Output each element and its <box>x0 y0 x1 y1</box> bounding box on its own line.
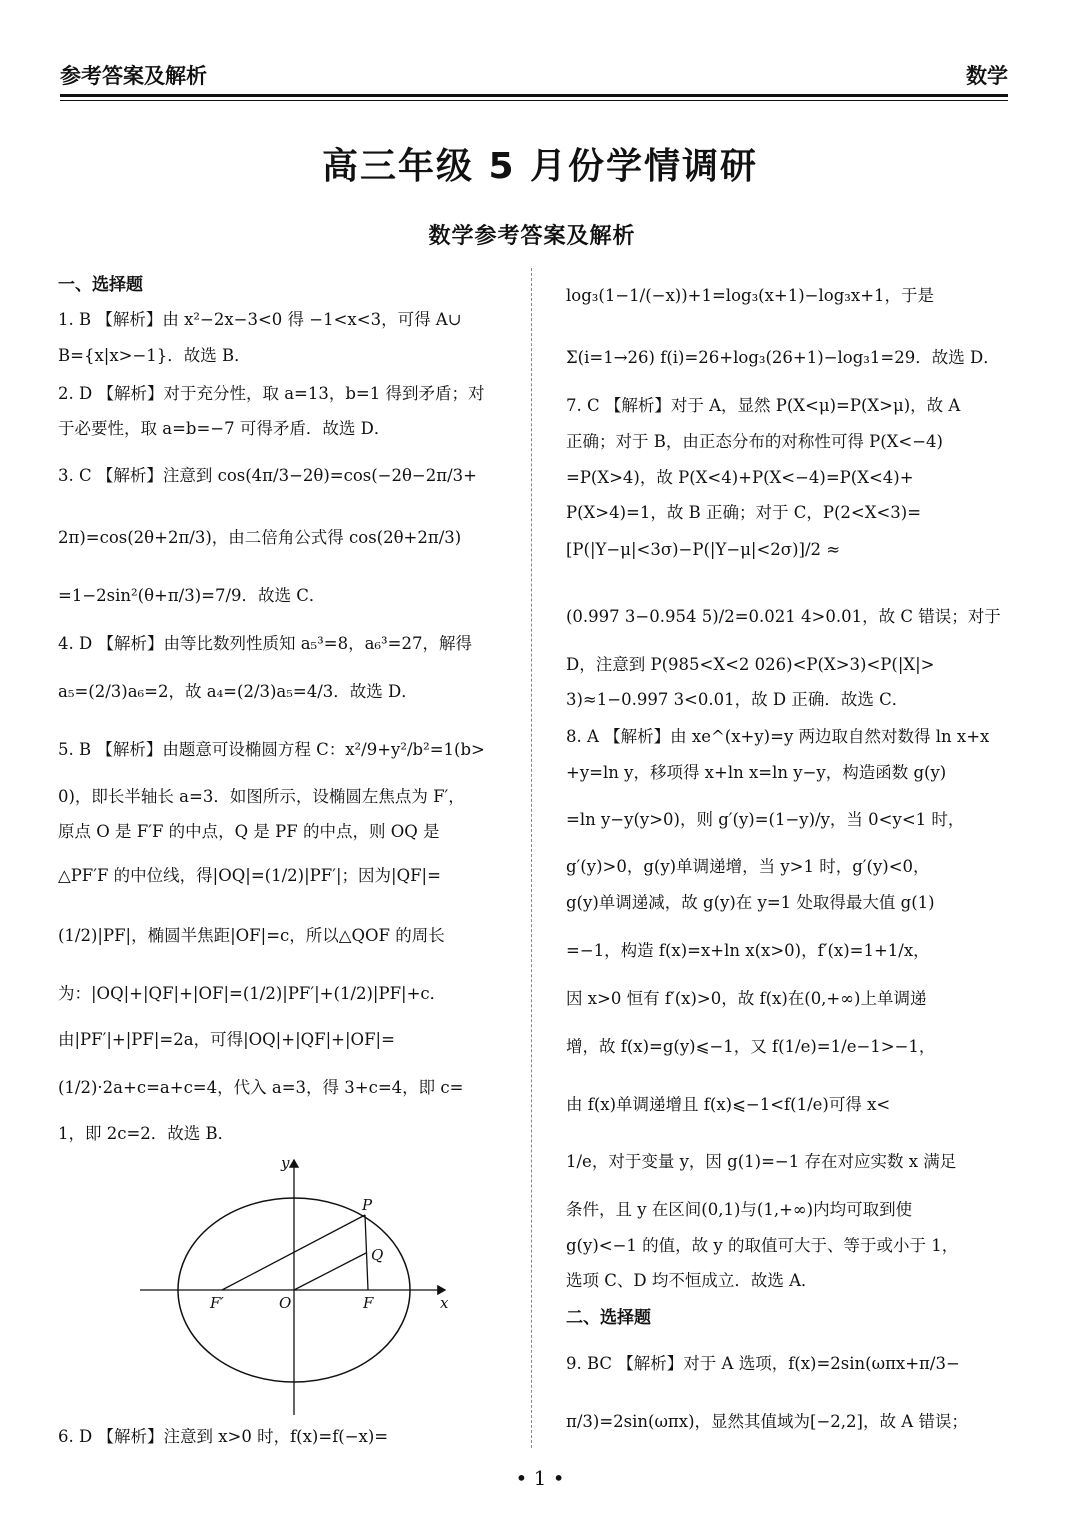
text-line: 4. D 【解析】由等比数列性质知 a₅³=8，a₆³=27，解得 <box>58 634 472 653</box>
label-y: y <box>281 1154 290 1172</box>
text-line: 1，即 2c=2．故选 B． <box>58 1124 235 1143</box>
text-line: 0)，即长半轴长 a=3．如图所示，设椭圆左焦点为 F′， <box>58 787 465 806</box>
segment-OQ <box>294 1253 366 1290</box>
text-line: 正确；对于 B，由正态分布的对称性可得 P(X<−4) <box>566 432 943 451</box>
text-line: △PF′F 的中位线，得|OQ|=(1/2)|PF′|；因为|QF|= <box>58 866 441 885</box>
text-line: 条件，且 y 在区间(0,1)与(1,+∞)内均可取到使 <box>566 1200 913 1219</box>
segment-PF <box>365 1215 368 1290</box>
text-line: 选项 C、D 均不恒成立．故选 A． <box>566 1271 818 1290</box>
text-line: 2π)=cos(2θ+2π/3)，由二倍角公式得 cos(2θ+2π/3) <box>58 528 462 547</box>
text-line: 增，故 f(x)=g(y)⩽−1，又 f(1/e)=1/e−1>−1， <box>566 1037 936 1056</box>
text-line: 因 x>0 恒有 f′(x)>0，故 f(x)在(0,+∞)上单调递 <box>566 989 927 1008</box>
text-line: Σ(i=1→26) f(i)=26+log₃(26+1)−log₃1=29．故选 D． <box>566 348 1000 367</box>
text-line: 8. A 【解析】由 xe^(x+y)=y 两边取自然对数得 ln x+x <box>566 727 990 746</box>
text-line: B={x|x>−1}．故选 B． <box>58 346 251 365</box>
text-line: [P(|Y−μ|<3σ)−P(|Y−μ|<2σ)]/2 ≈ <box>566 540 841 559</box>
page-number: • 1 • <box>515 1466 565 1490</box>
text-line: a₅=(2/3)a₆=2，故 a₄=(2/3)a₅=4/3．故选 D． <box>58 682 418 701</box>
text-line: g(y)单调递减，故 g(y)在 y=1 处取得最大值 g(1) <box>566 893 935 912</box>
text-line: 6. D 【解析】注意到 x>0 时，f(x)=f(−x)= <box>58 1427 389 1446</box>
text-line: =P(X>4)，故 P(X<4)+P(X<−4)=P(X<4)+ <box>566 468 914 487</box>
text-line: 9. BC 【解析】对于 A 选项，f(x)=2sin(ωπx+π/3− <box>566 1354 960 1373</box>
text-line: 为：|OQ|+|QF|+|OF|=(1/2)|PF′|+(1/2)|PF|+c． <box>58 984 447 1003</box>
text-line: (1/2)|PF|，椭圆半焦距|OF|=c，所以△QOF 的周长 <box>58 926 445 945</box>
header-rule-thin <box>60 100 1008 101</box>
text-line: g′(y)>0，g(y)单调递增，当 y>1 时，g′(y)<0， <box>566 857 930 876</box>
text-line: =−1，构造 f(x)=x+ln x(x>0)，f′(x)=1+1/x， <box>566 941 930 960</box>
text-line: π/3)=2sin(ωπx)，显然其值域为[−2,2]，故 A 错误； <box>566 1412 968 1431</box>
text-line: 3. C 【解析】注意到 cos(4π/3−2θ)=cos(−2θ−2π/3+ <box>58 466 477 485</box>
label-x: x <box>440 1294 449 1312</box>
text-line: 于必要性，取 a=b=−7 可得矛盾．故选 D． <box>58 419 391 438</box>
text-line: 1/e，对于变量 y，因 g(1)=−1 存在对应实数 x 满足 <box>566 1152 957 1171</box>
ellipse-figure <box>140 1150 460 1420</box>
text-line: (1/2)·2a+c=a+c=4，代入 a=3，得 3+c=4，即 c= <box>58 1078 464 1097</box>
ellipse-diagram <box>140 1150 460 1420</box>
text-line: 3)≈1−0.997 3<0.01，故 D 正确．故选 C． <box>566 690 909 709</box>
section-heading-1: 一、选择题 <box>58 275 143 295</box>
page-header <box>60 60 1008 94</box>
label-P: P <box>362 1196 373 1214</box>
text-line: P(X>4)=1，故 B 正确；对于 C，P(2<X<3)= <box>566 503 922 522</box>
text-line: g(y)<−1 的值，故 y 的取值可大于、等于或小于 1， <box>566 1236 959 1255</box>
section-heading-2: 二、选择题 <box>566 1308 651 1328</box>
text-line: 由 f(x)单调递增且 f(x)⩽−1<f(1/e)可得 x< <box>566 1095 891 1114</box>
label-Q: Q <box>371 1246 384 1264</box>
label-F: F <box>363 1294 374 1312</box>
text-line: log₃(1−1/(−x))+1=log₃(x+1)−log₃x+1，于是 <box>566 286 935 305</box>
text-line: (0.997 3−0.954 5)/2=0.021 4>0.01，故 C 错误；对于 <box>566 607 1001 626</box>
text-line: +y=ln y，移项得 x+ln x=ln y−y，构造函数 g(y) <box>566 763 947 782</box>
text-line: 5. B 【解析】由题意可设椭圆方程 C：x²/9+y²/b²=1(b> <box>58 740 485 759</box>
text-line: =1−2sin²(θ+π/3)=7/9．故选 C． <box>58 586 326 605</box>
header-left: 参考答案及解析 <box>60 64 207 88</box>
label-O: O <box>279 1294 292 1312</box>
text-line: 由|PF′|+|PF|=2a，可得|OQ|+|QF|+|OF|= <box>58 1030 395 1049</box>
page-subtitle: 数学参考答案及解析 <box>428 224 636 249</box>
text-line: 7. C 【解析】对于 A，显然 P(X<μ)=P(X>μ)，故 A <box>566 396 961 415</box>
header-right: 数学 <box>966 64 1008 88</box>
page-title: 高三年级 5 月份学情调研 <box>321 146 759 187</box>
text-line: 原点 O 是 F′F 的中点，Q 是 PF 的中点，则 OQ 是 <box>58 822 440 841</box>
text-line: 1. B 【解析】由 x²−2x−3<0 得 −1<x<3，可得 A∪ <box>58 310 462 329</box>
column-divider <box>531 268 532 1448</box>
label-F-prime: F′ <box>210 1294 224 1312</box>
text-line: D，注意到 P(985<X<2 026)<P(X>3)<P(|X|> <box>566 655 935 674</box>
text-line: 2. D 【解析】对于充分性，取 a=13，b=1 得到矛盾；对 <box>58 384 485 403</box>
header-rule-thick <box>60 94 1008 97</box>
text-line: =ln y−y(y>0)，则 g′(y)=(1−y)/y，当 0<y<1 时， <box>566 810 965 829</box>
